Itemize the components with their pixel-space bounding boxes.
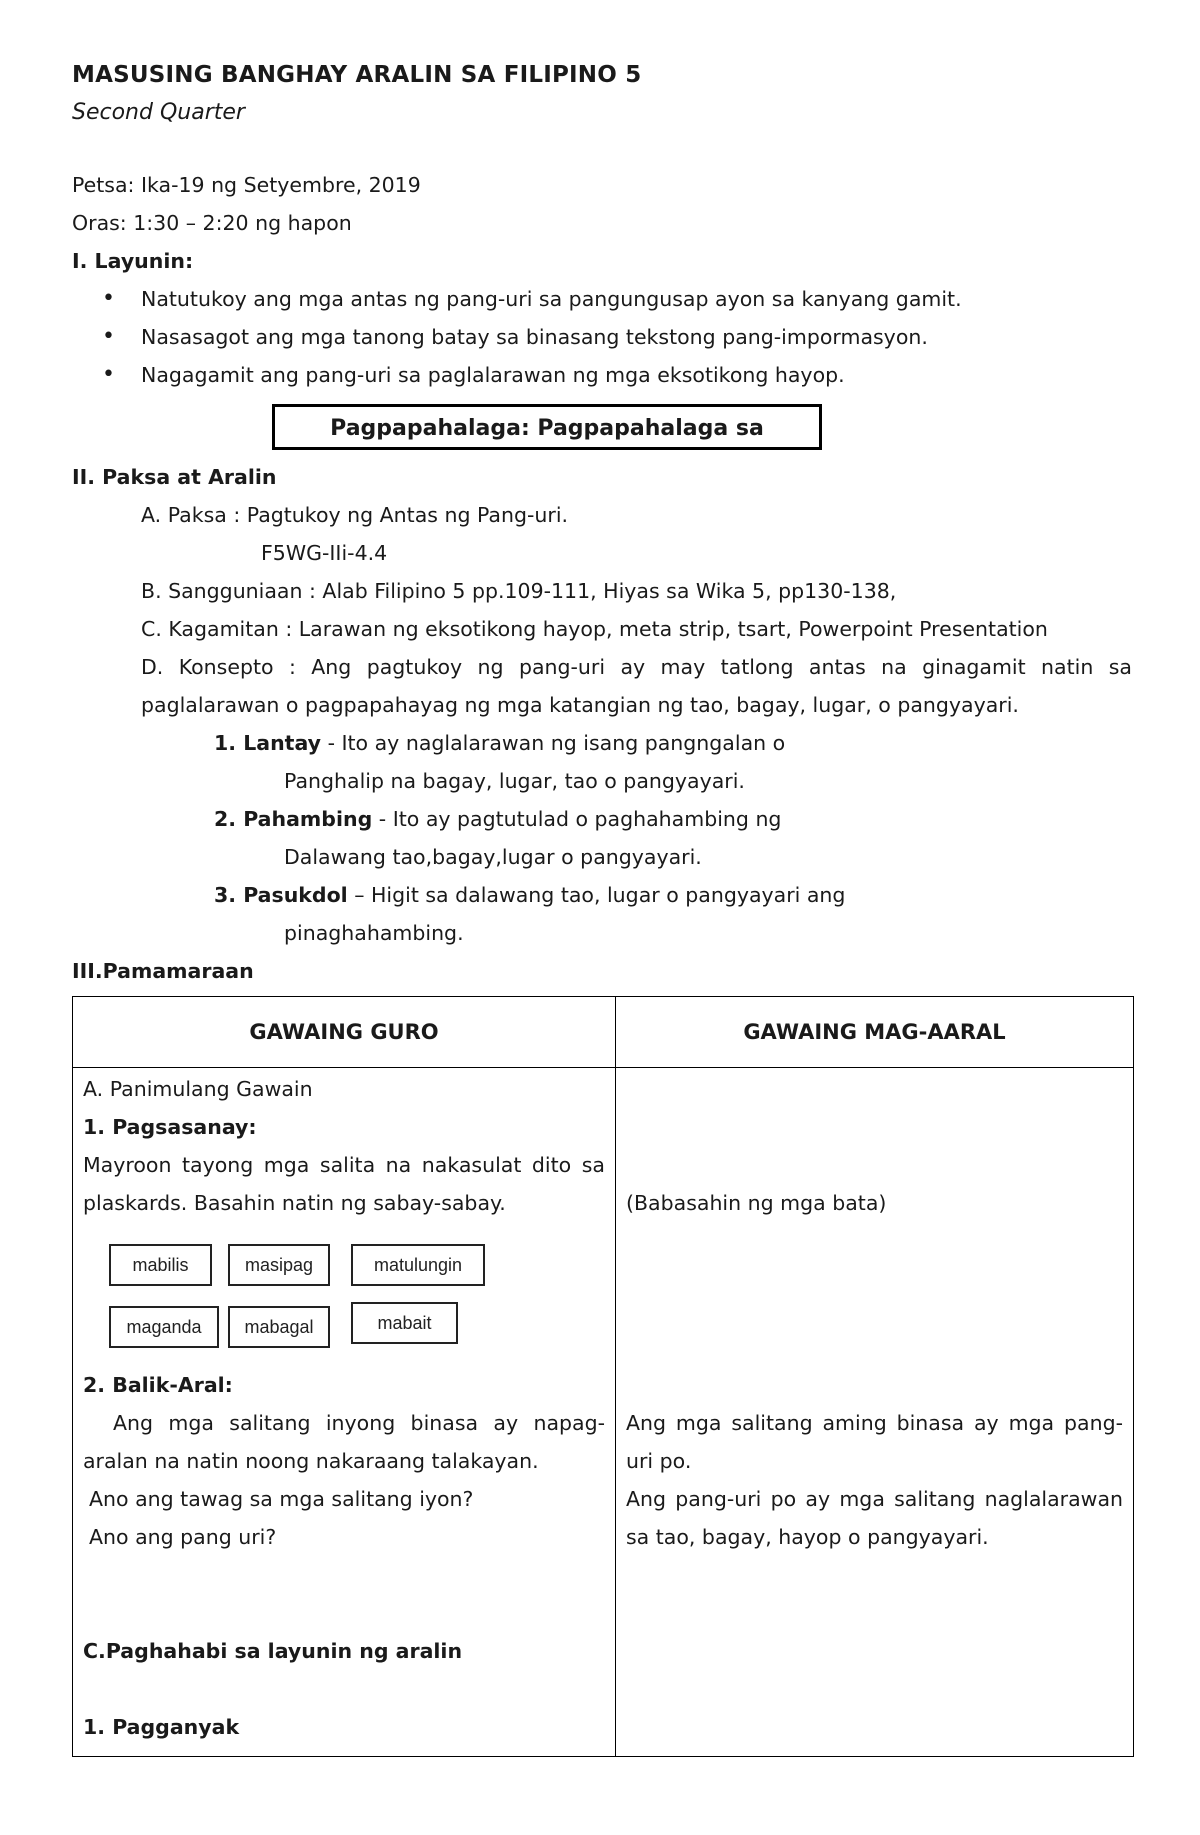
lesson-plan-page — [72, 56, 1132, 1757]
objective-item: • Nasasagot ang mga tanong batay sa binasang tekstong pang-impormasyon. — [72, 318, 1132, 356]
degree-desc: – Higit sa dalawang tao, lugar o pangyayari ang — [347, 883, 846, 907]
competency-code: F5WG-IIi-4.4 — [261, 541, 388, 565]
values-box: Pagpapahalaga: Pagpapahalaga sa — [272, 404, 822, 450]
degree-term: 3. Pasukdol — [214, 883, 348, 907]
degree-desc: - Ito ay pagtutulad o paghahambing ng — [372, 807, 782, 831]
degree-cont: pinaghahambing. — [284, 921, 464, 945]
document-title: MASUSING BANGHAY ARALIN SA FILIPINO 5 — [72, 62, 642, 88]
objective-item: • Nagagamit ang pang-uri sa paglalarawan ng mga eksotikong hayop. — [72, 356, 1132, 394]
table-header-row — [73, 997, 1134, 1068]
flashcards — [83, 1228, 605, 1348]
degree-cont: Dalawang tao,bagay,lugar o pangyayari. — [284, 845, 702, 869]
subject-concept: D. Konsepto : Ang pagtukoy ng pang-uri ay may tatlong antas na ginagamit natin sa paglalarawan o pagpapahayag ng mga katangian ng tao, bagay, lugar, o pangyayari. — [141, 655, 1132, 717]
subject-references: B. Sangguniaan : Alab Filipino 5 pp.109-111, Hiyas sa Wika 5, pp130-138, — [141, 579, 897, 603]
student-column-header: GAWAING MAG-AARAL — [616, 997, 1134, 1068]
procedure-table — [72, 996, 1134, 1757]
degree-term: 1. Lantay — [214, 731, 322, 755]
teacher-cell — [73, 1068, 616, 1757]
degree-pasukdol — [72, 876, 1132, 914]
time-line: Oras: 1:30 – 2:20 ng hapon — [72, 211, 352, 235]
degree-cont: Panghalip na bagay, lugar, tao o pangyayari. — [284, 769, 745, 793]
table-row — [73, 1068, 1134, 1757]
date-line: Petsa: Ika-19 ng Setyembre, 2019 — [72, 173, 421, 197]
student-cell — [616, 1068, 1134, 1757]
review-response: Ang mga salitang aming binasa ay mga pang-uri po. — [626, 1411, 1123, 1473]
teacher-column-header: GAWAING GURO — [73, 997, 616, 1068]
document-subtitle: Second Quarter — [72, 100, 245, 125]
objectives-list — [72, 280, 1132, 394]
flashcard: matulungin — [351, 1244, 485, 1286]
degree-pahambing — [72, 800, 1132, 838]
flashcard: mabait — [351, 1302, 458, 1344]
review-heading: 2. Balik-Aral: — [83, 1373, 233, 1397]
procedure-heading: III.Pamamaraan — [72, 959, 254, 983]
degree-term: 2. Pahambing — [214, 807, 373, 831]
flashcard: mabilis — [109, 1244, 212, 1286]
subject-topic: A. Paksa : Pagtukoy ng Antas ng Pang-uri. — [141, 503, 569, 527]
review-response: Ang pang-uri po ay mga salitang naglalarawan sa tao, bagay, hayop o pangyayari. — [626, 1487, 1123, 1549]
objectives-heading: I. Layunin: — [72, 249, 194, 273]
subject-heading: II. Paksa at Aralin — [72, 465, 277, 489]
subject-materials: C. Kagamitan : Larawan ng eksotikong hayop, meta strip, tsart, Powerpoint Presentation — [141, 617, 1048, 641]
review-text: Ang mga salitang inyong binasa ay napag-aralan na natin noong nakaraang talakayan. — [83, 1411, 605, 1473]
motivation-heading: 1. Pagganyak — [83, 1715, 240, 1739]
objective-item: • Natutukoy ang mga antas ng pang-uri sa pangungusap ayon sa kanyang gamit. — [72, 280, 1132, 318]
section-c-heading: C.Paghahabi sa layunin ng aralin — [83, 1639, 463, 1663]
review-question: Ano ang tawag sa mga salitang iyon? — [89, 1487, 474, 1511]
review-question: Ano ang pang uri? — [89, 1525, 277, 1549]
flashcard: maganda — [109, 1306, 219, 1348]
drill-response: (Babasahin ng mga bata) — [626, 1191, 887, 1215]
flashcard: mabagal — [228, 1306, 330, 1348]
degree-lantay — [72, 724, 1132, 762]
drill-text: Mayroon tayong mga salita na nakasulat dito sa plaskards. Basahin natin ng sabay-sabay. — [83, 1153, 605, 1215]
section-a-heading: A. Panimulang Gawain — [83, 1077, 313, 1101]
degree-desc: - Ito ay naglalarawan ng isang pangngalan o — [321, 731, 786, 755]
drill-heading: 1. Pagsasanay: — [83, 1115, 257, 1139]
flashcard: masipag — [228, 1244, 330, 1286]
